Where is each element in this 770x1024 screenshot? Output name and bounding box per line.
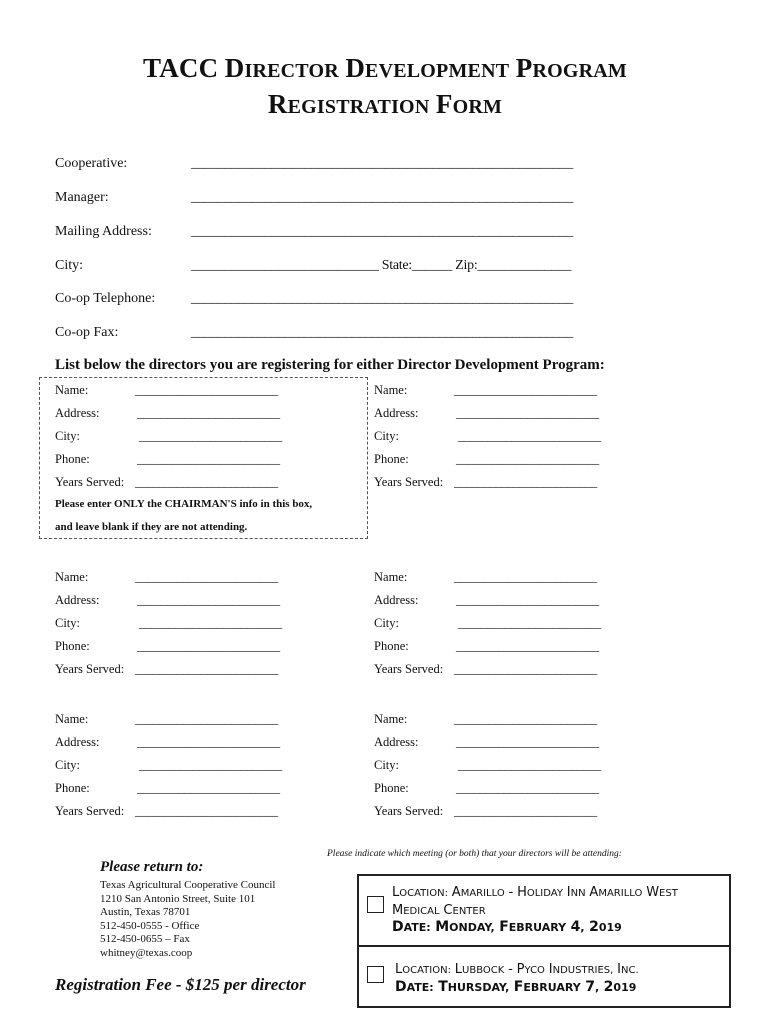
director-input-phone[interactable]: ________________________ [456,452,599,466]
coop-field-label: Co-op Fax: [55,325,119,340]
lubbock-checkbox[interactable] [367,966,384,983]
coop-field-label: Manager: [55,190,109,205]
chairman-note-line2: and leave blank if they are not attending. [55,521,248,533]
director-label-name: Name: [55,712,89,726]
director-input-phone[interactable]: ________________________ [137,781,280,795]
director-label-address: Address: [374,406,419,420]
coop-field-input[interactable]: _________________________________________________________ [191,190,573,205]
director-input-address[interactable]: ________________________ [456,593,599,607]
return-address-line: 1210 San Antonio Street, Suite 101 [100,892,256,905]
director-input-years[interactable]: ________________________ [454,475,597,489]
coop-field-input[interactable]: _________________________________________________________ [191,156,573,171]
director-label-address: Address: [55,735,100,749]
return-address-line: 512-450-0655 – Fax [100,933,190,945]
director-input-address[interactable]: ________________________ [456,735,599,749]
location-box [357,874,731,1008]
director-label-address: Address: [374,593,419,607]
director-input-phone[interactable]: ________________________ [456,639,599,653]
director-label-name: Name: [374,712,408,726]
director-label-phone: Phone: [55,452,90,466]
location-1-line1: LOCATION: AMARILLO - HOLIDAY INN AMARILLO WEST [392,885,678,900]
director-input-years[interactable]: ________________________ [135,804,278,818]
coop-field-label: Mailing Address: [55,224,152,239]
director-label-years: Years Served: [55,662,125,676]
director-input-phone[interactable]: ________________________ [137,639,280,653]
director-label-years: Years Served: [374,475,444,489]
directors-heading: List below the directors you are registering for either Director Development Program: [55,357,605,373]
director-label-city: City: [374,429,400,443]
director-input-name[interactable]: ________________________ [454,570,597,584]
director-input-address[interactable]: ________________________ [456,406,599,420]
director-input-address[interactable]: ________________________ [137,406,280,420]
coop-field-label: City: [55,258,84,273]
director-input-address[interactable]: ________________________ [137,735,280,749]
location-divider [359,945,729,947]
director-input-years[interactable]: ________________________ [454,662,597,676]
attendance-note: Please indicate which meeting (or both) that your directors will be attending: [327,849,622,859]
director-input-name[interactable]: ________________________ [135,712,278,726]
director-input-city[interactable]: ________________________ [458,758,601,772]
amarillo-checkbox[interactable] [367,896,384,913]
director-label-phone: Phone: [55,639,90,653]
director-input-years[interactable]: ________________________ [135,662,278,676]
coop-field-label: Co-op Telephone: [55,291,156,306]
director-input-city[interactable]: ________________________ [458,616,601,630]
director-label-address: Address: [374,735,419,749]
director-input-phone[interactable]: ________________________ [456,781,599,795]
director-label-city: City: [55,758,81,772]
director-label-city: City: [55,429,81,443]
director-label-phone: Phone: [55,781,90,795]
director-input-name[interactable]: ________________________ [454,712,597,726]
director-label-name: Name: [55,570,89,584]
director-label-years: Years Served: [374,804,444,818]
director-label-city: City: [374,758,400,772]
coop-field-input[interactable]: _________________________________________________________ [191,224,573,239]
director-label-phone: Phone: [374,639,409,653]
return-address-line: Texas Agricultural Cooperative Council [100,879,276,891]
director-label-name: Name: [55,383,89,397]
location-1-date: DATE: MONDAY, FEBRUARY 4, 2019 [392,919,622,935]
director-label-address: Address: [55,406,100,420]
director-input-years[interactable]: ________________________ [135,475,278,489]
director-input-city[interactable]: ________________________ [139,758,282,772]
director-label-phone: Phone: [374,452,409,466]
location-2-line1: LOCATION: LUBBOCK - PYCO INDUSTRIES, INC. [395,962,639,977]
director-input-city[interactable]: ________________________ [458,429,601,443]
return-address-line: whitney@texas.coop [100,946,193,959]
director-label-name: Name: [374,383,408,397]
coop-field-input[interactable]: _________________________________________________________ [191,291,573,306]
return-address-line: 512-450-0555 - Office [100,919,200,932]
director-label-city: City: [55,616,81,630]
coop-field-input[interactable]: ____________________________ State:______ Zip:______________ [191,258,572,273]
director-input-name[interactable]: ________________________ [135,383,278,397]
director-input-address[interactable]: ________________________ [137,593,280,607]
director-label-years: Years Served: [55,475,125,489]
registration-fee: Registration Fee - $125 per director [55,975,306,994]
director-label-city: City: [374,616,400,630]
form-title: TACC DIRECTOR DEVELOPMENT PROGRAM [143,53,627,83]
director-input-city[interactable]: ________________________ [139,616,282,630]
location-1-line2: MEDICAL CENTER [392,903,486,918]
director-input-years[interactable]: ________________________ [454,804,597,818]
director-label-years: Years Served: [55,804,125,818]
coop-field-label: Cooperative: [55,156,128,171]
director-input-name[interactable]: ________________________ [135,570,278,584]
chairman-note-line1: Please enter ONLY the CHAIRMAN'S info in this box, [55,498,313,510]
coop-field-input[interactable]: _________________________________________________________ [191,325,573,340]
director-label-address: Address: [55,593,100,607]
return-title: Please return to: [100,859,204,875]
director-input-phone[interactable]: ________________________ [137,452,280,466]
location-2-date: DATE: THURSDAY, FEBRUARY 7, 2019 [395,979,637,995]
return-address-line: Austin, Texas 78701 [100,906,191,918]
director-input-name[interactable]: ________________________ [454,383,597,397]
director-label-phone: Phone: [374,781,409,795]
director-label-years: Years Served: [374,662,444,676]
form-subtitle: REGISTRATION FORM [267,89,503,119]
director-label-name: Name: [374,570,408,584]
director-input-city[interactable]: ________________________ [139,429,282,443]
